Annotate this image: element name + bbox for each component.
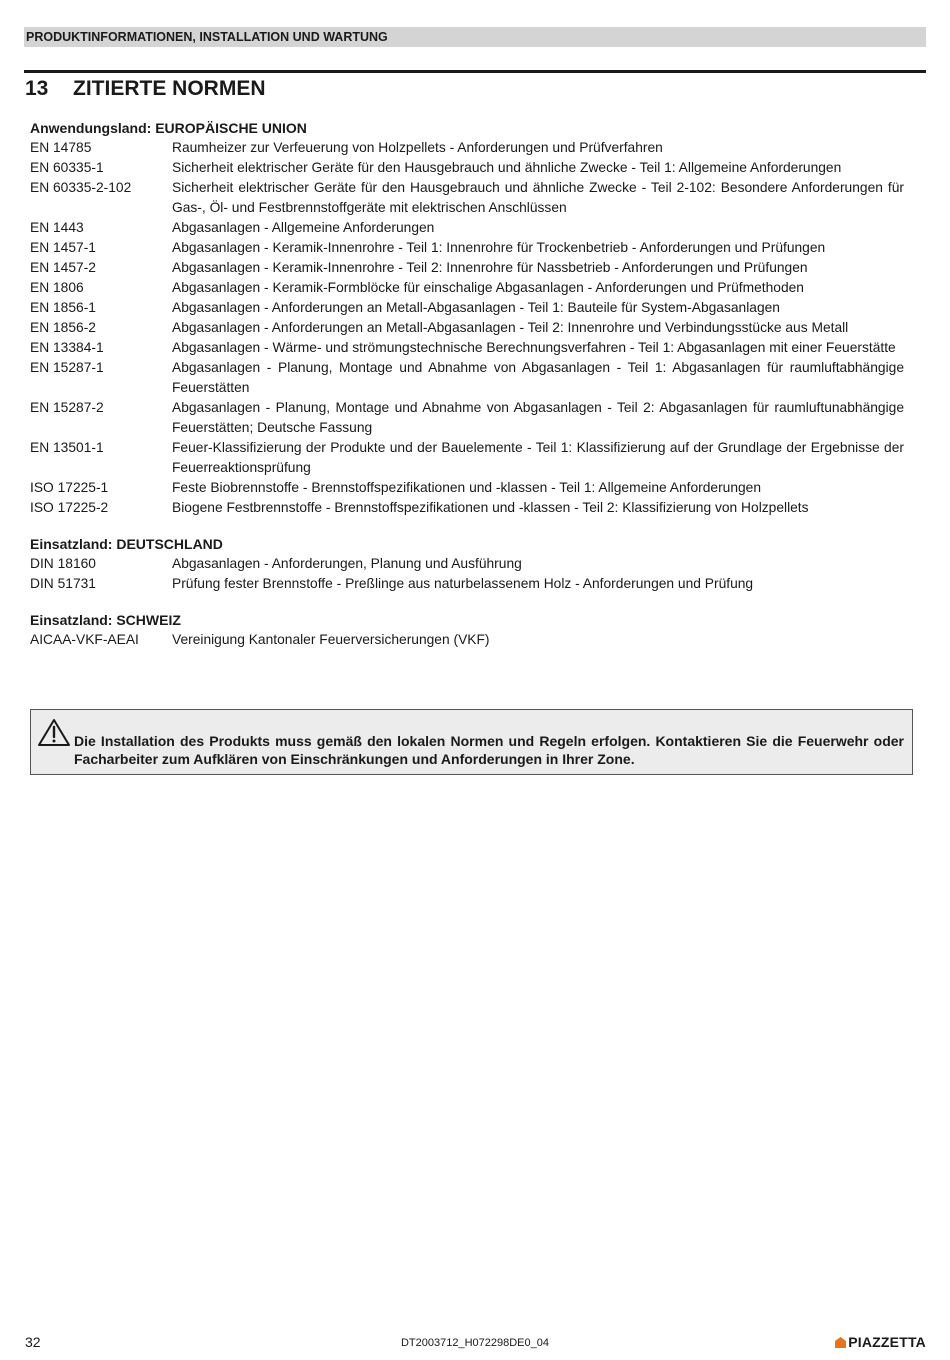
- standards-group: [30, 610, 904, 650]
- warning-icon: [37, 718, 71, 748]
- standard-row: [30, 138, 904, 158]
- standard-code: AICAA-VKF-AEAI: [30, 632, 139, 647]
- standards-group: [30, 118, 904, 518]
- standard-description: Feste Biobrennstoffe - Brennstoffspezifikationen und -klassen - Teil 1: Allgemeine Anforderungen: [172, 480, 762, 495]
- section-number: 13: [25, 77, 49, 100]
- page-number: 32: [25, 1334, 41, 1350]
- standard-row: [30, 630, 904, 650]
- standard-row: [30, 318, 904, 338]
- standard-row: [30, 574, 904, 594]
- standard-code: EN 60335-1: [30, 160, 104, 175]
- standard-description: Abgasanlagen - Keramik-Innenrohre - Teil 1: Innenrohre für Trockenbetrieb - Anforderungen und Prüfungen: [172, 240, 826, 255]
- standard-description: Abgasanlagen - Allgemeine Anforderungen: [172, 220, 435, 235]
- standard-description: Feuer-Klassifizierung der Produkte und der Bauelemente - Teil 1: Klassifizierung auf der Grundlage der Ergebnisse der Feuerreaktionsprüfung: [172, 440, 904, 475]
- standard-code: DIN 18160: [30, 556, 96, 571]
- standard-row: [30, 258, 904, 278]
- standard-row: [30, 238, 904, 258]
- standard-code: EN 14785: [30, 140, 92, 155]
- group-title: Einsatzland: SCHWEIZ: [30, 612, 181, 628]
- standard-description: Abgasanlagen - Anforderungen an Metall-Abgasanlagen - Teil 2: Innenrohre und Verbindungsstücke aus Metall: [172, 320, 849, 335]
- standard-description: Abgasanlagen - Keramik-Innenrohre - Teil 2: Innenrohre für Nassbetrieb - Anforderungen und Prüfungen: [172, 260, 808, 275]
- warning-notice: [30, 709, 913, 775]
- standard-code: EN 60335-2-102: [30, 180, 132, 195]
- warning-text: Die Installation des Produkts muss gemäß den lokalen Normen und Regeln erfolgen. Kontaktieren Sie die Feuerwehr oder Facharbeiter zum Aufklären von Einschränkungen und Anforderungen in Ihrer Zone.: [74, 733, 904, 767]
- brand-mark-icon: [835, 1337, 846, 1348]
- standard-row: [30, 398, 904, 438]
- standard-description: Raumheizer zur Verfeuerung von Holzpellets - Anforderungen und Prüfverfahren: [172, 140, 663, 155]
- header-rule: [24, 70, 926, 73]
- standard-code: DIN 51731: [30, 576, 96, 591]
- standard-description: Biogene Festbrennstoffe - Brennstoffspezifikationen und -klassen - Teil 2: Klassifizierung von Holzpellets: [172, 500, 809, 515]
- standard-code: EN 1443: [30, 220, 84, 235]
- standard-row: [30, 158, 904, 178]
- standard-description: Abgasanlagen - Anforderungen, Planung und Ausführung: [172, 556, 522, 571]
- standard-code: EN 1457-1: [30, 240, 96, 255]
- standard-row: [30, 278, 904, 298]
- group-title: Einsatzland: DEUTSCHLAND: [30, 536, 223, 552]
- standard-description: Abgasanlagen - Anforderungen an Metall-Abgasanlagen - Teil 1: Bauteile für System-Abgasanlagen: [172, 300, 780, 315]
- running-header: PRODUKTINFORMATIONEN, INSTALLATION UND WARTUNG: [24, 27, 926, 47]
- brand-name: PIAZZETTA: [848, 1334, 926, 1350]
- standard-description: Vereinigung Kantonaler Feuerversicherungen (VKF): [172, 632, 490, 647]
- standard-row: [30, 438, 904, 478]
- standards-list: [30, 118, 904, 666]
- standard-code: EN 1856-2: [30, 320, 96, 335]
- standard-row: [30, 554, 904, 574]
- standard-row: [30, 338, 904, 358]
- standard-row: [30, 358, 904, 398]
- standard-description: Prüfung fester Brennstoffe - Preßlinge aus naturbelassenem Holz - Anforderungen und Prüfung: [172, 576, 754, 591]
- standard-code: EN 13384-1: [30, 340, 104, 355]
- standard-code: EN 13501-1: [30, 440, 104, 455]
- standard-description: Abgasanlagen - Planung, Montage und Abnahme von Abgasanlagen - Teil 1: Abgasanlagen für raumluftabhängige Feuerstätten: [172, 360, 904, 395]
- standard-code: ISO 17225-1: [30, 480, 109, 495]
- standards-group: [30, 534, 904, 594]
- standard-code: EN 1457-2: [30, 260, 96, 275]
- standard-code: ISO 17225-2: [30, 500, 109, 515]
- standard-description: Abgasanlagen - Wärme- und strömungstechnische Berechnungsverfahren - Teil 1: Abgasanlagen mit einer Feuerstätte: [172, 340, 896, 355]
- document-code: DT2003712_H072298DE0_04: [400, 1337, 549, 1349]
- standard-code: EN 15287-2: [30, 400, 104, 415]
- standard-code: EN 1856-1: [30, 300, 96, 315]
- standard-description: Abgasanlagen - Keramik-Formblöcke für einschalige Abgasanlagen - Anforderungen und Prüfmethoden: [172, 280, 804, 295]
- standard-description: Sicherheit elektrischer Geräte für den Hausgebrauch und ähnliche Zwecke - Teil 1: Allgemeine Anforderungen: [172, 160, 842, 175]
- standard-row: [30, 498, 904, 518]
- brand-logo: [835, 1333, 926, 1351]
- standard-row: [30, 178, 904, 218]
- standard-row: [30, 478, 904, 498]
- standard-description: Abgasanlagen - Planung, Montage und Abnahme von Abgasanlagen - Teil 2: Abgasanlagen für raumluftunabhängige Feuerstätten; Deutsche Fassung: [172, 400, 904, 435]
- standard-code: EN 15287-1: [30, 360, 104, 375]
- standard-row: [30, 298, 904, 318]
- section-title: ZITIERTE NORMEN: [73, 77, 266, 100]
- section-heading: [25, 75, 266, 103]
- standard-code: EN 1806: [30, 280, 84, 295]
- standard-description: Sicherheit elektrischer Geräte für den Hausgebrauch und ähnliche Zwecke - Teil 2-102: Besondere Anforderungen für Gas-, Öl- und Festbrennstoffgeräte mit elektrischen Anschlüssen: [172, 180, 904, 215]
- standard-row: [30, 218, 904, 238]
- group-title: Anwendungsland: EUROPÄISCHE UNION: [30, 120, 307, 136]
